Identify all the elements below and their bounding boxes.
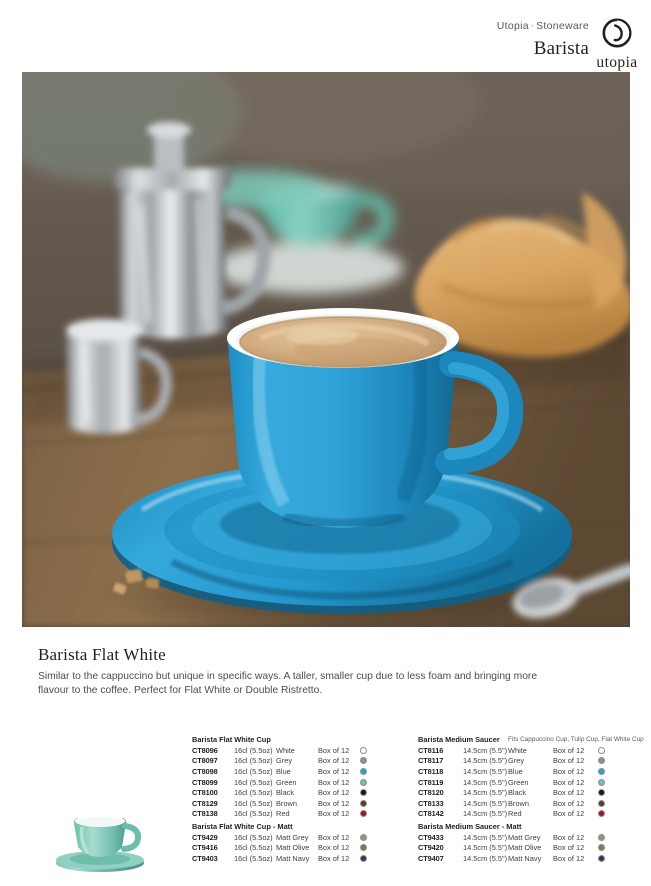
table-row (192, 799, 402, 810)
product-size: 14.5cm (5.5") (463, 777, 508, 787)
product-colour: Matt Olive (508, 843, 542, 853)
colour-swatch-cell (598, 756, 643, 767)
colour-swatch-icon (360, 779, 367, 786)
product-colour: Grey (508, 756, 525, 766)
colour-swatch-cell (598, 843, 643, 854)
product-colour: Blue (276, 766, 291, 776)
colour-swatch-cell (598, 833, 643, 844)
table-row (418, 756, 643, 767)
product-box: Box of 12 (318, 832, 350, 842)
product-size: 16cl (5.5oz) (234, 756, 273, 766)
product-size: 16cl (5.5oz) (234, 745, 273, 755)
colour-swatch-icon (360, 800, 367, 807)
product-colour: Black (508, 788, 527, 798)
product-size: 16cl (5.5oz) (234, 809, 273, 819)
product-code: CT8116 (418, 745, 444, 755)
colour-swatch-icon (598, 810, 605, 817)
product-colour: Blue (508, 766, 523, 776)
page-title: Barista (533, 38, 589, 59)
product-code: CT8117 (418, 756, 444, 766)
product-colour: Black (276, 788, 295, 798)
product-code: CT9416 (192, 843, 218, 853)
colour-swatch-icon (598, 768, 605, 775)
logo-wordmark: utopia (596, 54, 638, 71)
product-box: Box of 12 (318, 756, 350, 766)
table-row (418, 746, 643, 757)
product-code: CT8133 (418, 798, 444, 808)
product-size: 14.5cm (5.5") (463, 832, 508, 842)
table-row (192, 809, 402, 820)
product-code: CT9407 (418, 853, 444, 863)
table-row (418, 778, 643, 789)
table-row (192, 767, 402, 778)
product-code: CT9429 (192, 832, 218, 842)
product-size: 16cl (5.5oz) (234, 766, 273, 776)
product-colour: Green (508, 777, 529, 787)
colour-swatch-icon (598, 757, 605, 764)
table-group-heading (192, 733, 402, 746)
table-row (418, 809, 643, 820)
utopia-circle-logo-icon (591, 18, 643, 53)
product-table-left (192, 733, 402, 865)
product-box: Box of 12 (553, 809, 585, 819)
product-colour: Brown (276, 798, 297, 808)
colour-swatch-cell (598, 809, 643, 820)
product-description: Similar to the cappuccino but unique in specific ways. A taller, smaller cup due to less foam and bringing more flavour to the coffee. Perfect for Flat White or Double Ristretto. (38, 671, 538, 696)
colour-swatch-icon (360, 834, 367, 841)
product-title: Barista Flat White (38, 645, 166, 664)
product-code: CT8096 (192, 745, 218, 755)
product-box: Box of 12 (318, 788, 350, 798)
colour-swatch-icon (360, 810, 367, 817)
logo (591, 18, 643, 72)
group-note: Fits Cappuccino Cup, Tulip Cup, Flat White Cup (508, 736, 644, 743)
table-row (192, 746, 402, 757)
colour-swatch-cell (360, 843, 402, 854)
product-colour: Red (508, 809, 522, 819)
product-size: 14.5cm (5.5") (463, 809, 508, 819)
product-box: Box of 12 (553, 777, 585, 787)
product-code: CT8142 (418, 809, 444, 819)
table-group-heading (192, 820, 402, 833)
table-group-heading (418, 820, 643, 833)
colour-swatch-cell (360, 778, 402, 789)
table-row (418, 833, 643, 844)
product-colour: Matt Navy (508, 853, 542, 863)
hero-image (22, 72, 630, 627)
product-box: Box of 12 (318, 809, 350, 819)
description-block (38, 645, 538, 698)
product-code: CT9433 (418, 832, 444, 842)
product-colour: Matt Navy (276, 853, 310, 863)
table-row (418, 767, 643, 778)
product-size: 16cl (5.5oz) (234, 798, 273, 808)
product-box: Box of 12 (318, 798, 350, 808)
product-colour: Red (276, 809, 290, 819)
product-size: 14.5cm (5.5") (463, 766, 508, 776)
table-row (192, 843, 402, 854)
colour-swatch-cell (360, 809, 402, 820)
product-size: 16cl (5.5oz) (234, 777, 273, 787)
colour-swatch-icon (598, 834, 605, 841)
product-box: Box of 12 (553, 756, 585, 766)
hero-illustration (22, 72, 630, 627)
product-box: Box of 12 (553, 745, 585, 755)
group-note (276, 733, 402, 746)
green-cup-thumbnail-icon (40, 801, 160, 873)
colour-swatch-cell (360, 833, 402, 844)
colour-swatch-cell (360, 746, 402, 757)
table-row (418, 788, 643, 799)
product-colour: Matt Olive (276, 843, 310, 853)
product-box: Box of 12 (553, 798, 585, 808)
colour-swatch-icon (360, 768, 367, 775)
product-colour: Matt Grey (508, 832, 541, 842)
product-colour: Brown (508, 798, 529, 808)
product-size: 14.5cm (5.5") (463, 756, 508, 766)
product-code: CT8100 (192, 788, 218, 798)
product-box: Box of 12 (553, 766, 585, 776)
colour-swatch-cell (598, 767, 643, 778)
brand-line (497, 20, 589, 32)
product-box: Box of 12 (318, 766, 350, 776)
colour-swatch-icon (360, 757, 367, 764)
product-size: 14.5cm (5.5") (463, 798, 508, 808)
product-code: CT8120 (418, 788, 444, 798)
colour-swatch-icon (598, 800, 605, 807)
product-listing (0, 733, 651, 863)
product-box: Box of 12 (553, 853, 585, 863)
colour-swatch-cell (598, 778, 643, 789)
product-size: 16cl (5.5oz) (234, 788, 273, 798)
colour-swatch-cell (360, 767, 402, 778)
product-box: Box of 12 (553, 832, 585, 842)
product-code: CT8138 (192, 809, 218, 819)
colour-swatch-icon (598, 789, 605, 796)
colour-swatch-cell (598, 854, 643, 865)
colour-swatch-cell (360, 788, 402, 799)
colour-swatch-icon (360, 747, 367, 754)
material-label: Stoneware (536, 20, 589, 32)
colour-swatch-icon (360, 855, 367, 862)
colour-swatch-icon (598, 747, 605, 754)
product-box: Box of 12 (318, 843, 350, 853)
product-box: Box of 12 (318, 777, 350, 787)
colour-swatch-icon (598, 779, 605, 786)
table-row (418, 843, 643, 854)
product-size: 14.5cm (5.5") (463, 745, 508, 755)
product-table-right (418, 733, 643, 865)
product-box: Box of 12 (553, 843, 585, 853)
product-code: CT8097 (192, 756, 218, 766)
page-header (0, 0, 651, 72)
colour-swatch-cell (360, 756, 402, 767)
group-title: Barista Medium Saucer (418, 735, 500, 744)
product-box: Box of 12 (553, 788, 585, 798)
table-row (192, 854, 402, 865)
product-colour: White (508, 745, 527, 755)
table-row (418, 799, 643, 810)
table-row (192, 833, 402, 844)
colour-swatch-cell (360, 799, 402, 810)
table-row (192, 756, 402, 767)
table-row (192, 788, 402, 799)
product-thumbnail (40, 801, 160, 873)
table-row (192, 778, 402, 789)
group-title: Barista Flat White Cup (192, 735, 271, 744)
product-size: 16cl (5.5oz) (234, 832, 273, 842)
product-code: CT8118 (418, 766, 444, 776)
table-group-heading (418, 733, 643, 746)
product-code: CT9403 (192, 853, 218, 863)
colour-swatch-icon (360, 844, 367, 851)
product-size: 16cl (5.5oz) (234, 843, 273, 853)
product-box: Box of 12 (318, 853, 350, 863)
product-colour: Green (276, 777, 297, 787)
product-code: CT8099 (192, 777, 218, 787)
colour-swatch-icon (598, 844, 605, 851)
colour-swatch-icon (598, 855, 605, 862)
product-size: 14.5cm (5.5") (463, 788, 508, 798)
brand-name: Utopia (496, 20, 529, 32)
colour-swatch-cell (598, 788, 643, 799)
product-code: CT8119 (418, 777, 444, 787)
colour-swatch-cell (360, 854, 402, 865)
product-box: Box of 12 (318, 745, 350, 755)
product-code: CT8098 (192, 766, 218, 776)
product-colour: Grey (276, 756, 293, 766)
product-size: 14.5cm (5.5") (463, 853, 508, 863)
product-colour: White (276, 745, 295, 755)
product-code: CT8129 (192, 798, 218, 808)
group-title: Barista Flat White Cup - Matt (192, 821, 293, 831)
group-title: Barista Medium Saucer - Matt (418, 821, 522, 831)
product-size: 16cl (5.5oz) (234, 853, 273, 863)
colour-swatch-cell (598, 746, 643, 757)
colour-swatch-icon (360, 789, 367, 796)
product-size: 14.5cm (5.5") (463, 843, 508, 853)
brand-separator-icon: ◦ (530, 20, 535, 30)
product-code: CT9420 (418, 843, 444, 853)
product-colour: Matt Grey (276, 832, 309, 842)
table-row (418, 854, 643, 865)
colour-swatch-cell (598, 799, 643, 810)
